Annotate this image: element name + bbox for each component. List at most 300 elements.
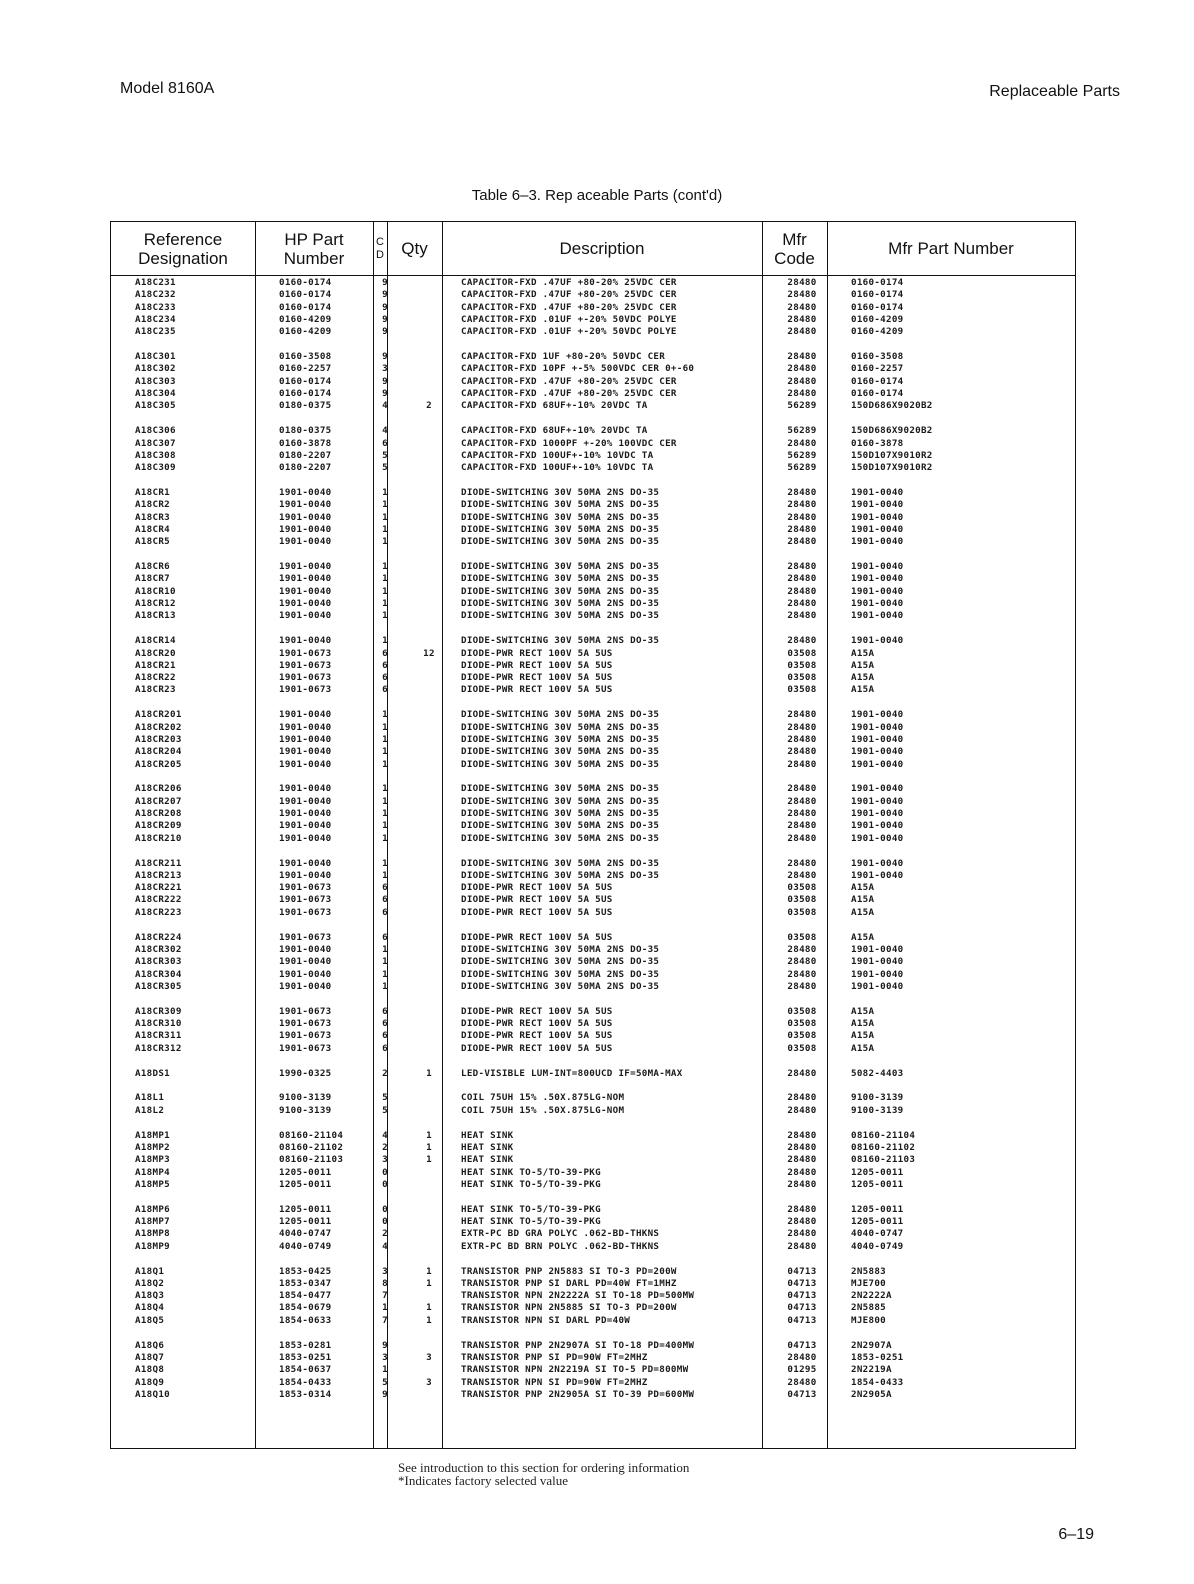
- hp-part-number: 08160-21102: [279, 1141, 344, 1153]
- hp-part-number: 0180-2207: [279, 462, 332, 474]
- cd-digit: 2: [382, 1228, 388, 1240]
- cd-digit: 1: [382, 511, 388, 523]
- mfr-part-number: 08160-21104: [851, 1129, 916, 1141]
- mfr-code: 28480: [787, 326, 817, 338]
- section-header: Replaceable Parts: [989, 83, 1120, 100]
- hp-part-number: 0160-0174: [279, 301, 332, 313]
- table-row: [111, 648, 1075, 660]
- mfr-code: 03508: [787, 1018, 817, 1029]
- table-row: [111, 1142, 1075, 1154]
- hp-part-number: 0160-4209: [279, 326, 332, 338]
- mfr-part-number: 1901-0040: [851, 610, 904, 622]
- cd-digit: 2: [382, 1141, 388, 1153]
- qty: 1: [426, 1277, 432, 1289]
- ref-designation: A18CR20: [135, 647, 176, 659]
- description: TRANSISTOR PNP 2N2907A SI TO-18 PD=400MW: [461, 1339, 695, 1351]
- ref-designation: A18Q5: [135, 1314, 165, 1326]
- mfr-part-number: MJE700: [851, 1277, 886, 1289]
- mfr-part-number: 1901-0040: [851, 943, 904, 955]
- description: HEAT SINK: [461, 1141, 514, 1153]
- ref-designation: A18CR302: [135, 943, 182, 955]
- mfr-code: 28480: [787, 746, 817, 758]
- ref-designation: A18CR312: [135, 1042, 182, 1054]
- description: DIODE-SWITCHING 30V 50MA 2NS DO-35: [461, 523, 660, 535]
- ref-designation: A18CR201: [135, 709, 182, 721]
- mfr-part-number: 4040-0749: [851, 1240, 904, 1252]
- hp-part-number: 1901-0040: [279, 523, 332, 535]
- hp-part-number: 1853-0314: [279, 1388, 332, 1400]
- hp-part-number: 1990-0325: [279, 1067, 332, 1079]
- description: DIODE-PWR RECT 100V 5A 5US: [461, 1030, 613, 1042]
- table-row: [111, 487, 1075, 499]
- table-row: [111, 1228, 1075, 1240]
- hp-part-number: 0160-0174: [279, 388, 332, 399]
- mfr-code: 28480: [787, 1376, 817, 1388]
- description: DIODE-SWITCHING 30V 50MA 2NS DO-35: [461, 487, 660, 498]
- ref-designation: A18CR14: [135, 635, 176, 647]
- cd-header: C D: [376, 235, 384, 261]
- description: EXTR-PC BD BRN POLYC .062-BD-THKNS: [461, 1240, 660, 1252]
- ref-designation: A18Q8: [135, 1364, 165, 1376]
- ref-designation: A18MP7: [135, 1216, 170, 1227]
- description: DIODE-PWR RECT 100V 5A 5US: [461, 906, 613, 918]
- hp-part-number: 1901-0040: [279, 598, 332, 609]
- hp-part-number: 1901-0673: [279, 1042, 332, 1054]
- mfr-code: 28480: [787, 610, 817, 622]
- mfr-code: 28480: [787, 536, 817, 548]
- hp-part-number: 1901-0040: [279, 980, 332, 992]
- description: CAPACITOR-FXD 100UF+-10% 10VDC TA: [461, 462, 654, 474]
- cd-digit: 1: [382, 968, 388, 980]
- ref-designation: A18CR310: [135, 1018, 182, 1029]
- cd-digit: 6: [382, 647, 388, 659]
- ref-designation: A18L2: [135, 1104, 165, 1116]
- cd-digit: 3: [382, 1154, 388, 1166]
- cd-digit: 9: [382, 351, 388, 363]
- description: LED-VISIBLE LUM-INT=800UCD IF=50MA-MAX: [461, 1067, 683, 1079]
- mfr-code: 28480: [787, 363, 817, 375]
- description: DIODE-SWITCHING 30V 50MA 2NS DO-35: [461, 820, 660, 832]
- mfr-code: 28480: [787, 943, 817, 955]
- parts-table: [110, 221, 1076, 1449]
- table-row: [111, 820, 1075, 832]
- cd-digit: 0: [382, 1216, 388, 1227]
- table-row: [111, 573, 1075, 585]
- mfr-code: 28480: [787, 733, 817, 745]
- description: DIODE-SWITCHING 30V 50MA 2NS DO-35: [461, 733, 660, 745]
- cd-digit: 7: [382, 1314, 388, 1326]
- table-row: [111, 833, 1075, 845]
- ref-designation: A18CR1: [135, 487, 170, 498]
- table-row: [111, 376, 1075, 388]
- table-row: [111, 1167, 1075, 1179]
- cd-digit: 9: [382, 375, 388, 387]
- cd-digit: 9: [382, 277, 388, 288]
- table-row: [111, 684, 1075, 696]
- mfr-code: 04713: [787, 1277, 817, 1289]
- ref-designation: A18MP5: [135, 1178, 170, 1190]
- description: DIODE-SWITCHING 30V 50MA 2NS DO-35: [461, 980, 660, 992]
- hp-part-number: 1901-0673: [279, 931, 332, 943]
- mfr-part-number: 4040-0747: [851, 1228, 904, 1240]
- ref-designation: A18C309: [135, 462, 176, 474]
- mfr-code: 03508: [787, 1005, 817, 1017]
- hp-part-number: 0160-4209: [279, 313, 332, 325]
- ref-designation: A18CR5: [135, 536, 170, 548]
- description: DIODE-SWITCHING 30V 50MA 2NS DO-35: [461, 585, 660, 597]
- cd-digit: 1: [382, 758, 388, 770]
- mfr-part-number: 1901-0040: [851, 956, 904, 968]
- description: CAPACITOR-FXD 100UF+-10% 10VDC TA: [461, 449, 654, 461]
- mfr-part-number: 9100-3139: [851, 1104, 904, 1116]
- hp-part-number: 1901-0040: [279, 783, 332, 795]
- hp-part-number: 1901-0673: [279, 659, 332, 671]
- mfr-code: 04713: [787, 1290, 817, 1302]
- mfr-code: 28480: [787, 1240, 817, 1252]
- mfr-code: 56289: [787, 449, 817, 461]
- cd-digit: 1: [382, 746, 388, 758]
- qty: 1: [426, 1141, 432, 1153]
- cd-digit: 1: [382, 536, 388, 548]
- hp-part-number: 1901-0673: [279, 647, 332, 659]
- mfr-part-number: 0160-0174: [851, 289, 904, 301]
- qty: 1: [426, 1302, 432, 1314]
- cd-digit: 4: [382, 400, 388, 412]
- table-row: [111, 660, 1075, 672]
- table-row: [111, 722, 1075, 734]
- hp-part-number: 1901-0040: [279, 733, 332, 745]
- mfr-code: 56289: [787, 425, 817, 437]
- mfr-code: 03508: [787, 672, 817, 684]
- cd-digit: 1: [382, 709, 388, 721]
- hp-part-number: 1901-0040: [279, 869, 332, 881]
- hp-part-number: 1853-0251: [279, 1351, 332, 1363]
- cd-digit: 6: [382, 672, 388, 684]
- mfr-part-number: A15A: [851, 931, 875, 943]
- mfr-code: 28480: [787, 1166, 817, 1178]
- mfr-code: 28480: [787, 375, 817, 387]
- mfr-part-number: 1901-0040: [851, 857, 904, 869]
- description: DIODE-PWR RECT 100V 5A 5US: [461, 647, 613, 659]
- cd-digit: 5: [382, 1092, 388, 1104]
- mfr-code: 28480: [787, 598, 817, 609]
- mfr-code: 28480: [787, 585, 817, 597]
- description: CAPACITOR-FXD .01UF +-20% 50VDC POLYE: [461, 313, 677, 325]
- description: DIODE-PWR RECT 100V 5A 5US: [461, 882, 613, 894]
- hp-part-number: 08160-21104: [279, 1129, 344, 1141]
- description: DIODE-SWITCHING 30V 50MA 2NS DO-35: [461, 857, 660, 869]
- description: DIODE-SWITCHING 30V 50MA 2NS DO-35: [461, 536, 660, 548]
- mfr-part-number: 0160-0174: [851, 277, 904, 288]
- ref-designation: A18CR208: [135, 808, 182, 819]
- ref-designation: A18C308: [135, 449, 176, 461]
- table-row: [111, 1154, 1075, 1166]
- ref-designation: A18CR210: [135, 832, 182, 844]
- ref-designation: A18CR203: [135, 733, 182, 745]
- mfr-code: 04713: [787, 1265, 817, 1277]
- mfr-part-number: 1901-0040: [851, 758, 904, 770]
- mfr-part-number: 1901-0040: [851, 511, 904, 523]
- table-row: [111, 759, 1075, 771]
- qty: 3: [426, 1376, 432, 1388]
- description: DIODE-SWITCHING 30V 50MA 2NS DO-35: [461, 746, 660, 758]
- cd-digit: 1: [382, 943, 388, 955]
- mfr-part-number: 150D686X9020B2: [851, 400, 933, 412]
- mfr-code: 28480: [787, 437, 817, 449]
- description: DIODE-SWITCHING 30V 50MA 2NS DO-35: [461, 610, 660, 622]
- cd-digit: 6: [382, 684, 388, 696]
- table-row: [111, 289, 1075, 301]
- cd-digit: 3: [382, 1265, 388, 1277]
- table-row: [111, 1290, 1075, 1302]
- table-row: [111, 796, 1075, 808]
- description: CAPACITOR-FXD 10PF +-5% 500VDC CER 0+-60: [461, 363, 695, 375]
- description: DIODE-PWR RECT 100V 5A 5US: [461, 672, 613, 684]
- mfr-code-header: Mfr Code: [774, 229, 815, 268]
- cd-digit: 5: [382, 449, 388, 461]
- mfr-code: 28480: [787, 709, 817, 721]
- mfr-part-number: 0160-0174: [851, 301, 904, 313]
- cd-digit: 4: [382, 1240, 388, 1252]
- description: DIODE-SWITCHING 30V 50MA 2NS DO-35: [461, 499, 660, 511]
- mfr-part-number: 1205-0011: [851, 1178, 904, 1190]
- hp-part-number: 1901-0040: [279, 746, 332, 758]
- mfr-code: 28480: [787, 980, 817, 992]
- description: HEAT SINK TO-5/TO-39-PKG: [461, 1178, 601, 1190]
- mfr-code: 28480: [787, 832, 817, 844]
- ref-designation: A18CR7: [135, 573, 170, 585]
- cd-digit: 9: [382, 289, 388, 301]
- mfr-part-number: 1901-0040: [851, 573, 904, 585]
- mfr-part-number: 2N2907A: [851, 1339, 892, 1351]
- description: CAPACITOR-FXD .47UF +80-20% 25VDC CER: [461, 277, 677, 288]
- hp-part-number: 1901-0040: [279, 956, 332, 968]
- ref-designation: A18Q9: [135, 1376, 165, 1388]
- description: DIODE-SWITCHING 30V 50MA 2NS DO-35: [461, 758, 660, 770]
- description: COIL 75UH 15% .50X.875LG-NOM: [461, 1104, 625, 1116]
- mfr-part-number: 1901-0040: [851, 733, 904, 745]
- mfr-code: 28480: [787, 869, 817, 881]
- page-number: 6–19: [1058, 1526, 1094, 1543]
- hp-part-number: 1205-0011: [279, 1203, 332, 1215]
- cd-digit: 1: [382, 956, 388, 968]
- table-row: [111, 981, 1075, 993]
- hp-part-number: 1901-0040: [279, 536, 332, 548]
- qty: 2: [426, 400, 432, 412]
- table-row: [111, 512, 1075, 524]
- table-row: [111, 499, 1075, 511]
- table-row: [111, 870, 1075, 882]
- cd-digit: 6: [382, 1005, 388, 1017]
- hp-part-number: 9100-3139: [279, 1092, 332, 1104]
- footnote-ordering: See introduction to this section for ordering information: [398, 1460, 690, 1475]
- table-row: [111, 907, 1075, 919]
- description: DIODE-PWR RECT 100V 5A 5US: [461, 1018, 613, 1029]
- cd-digit: 1: [382, 610, 388, 622]
- mfr-part-number: 0160-0174: [851, 388, 904, 399]
- ref-designation: A18CR311: [135, 1030, 182, 1042]
- mfr-code: 28480: [787, 351, 817, 363]
- hp-part-number: 1901-0040: [279, 499, 332, 511]
- cd-digit: 1: [382, 1364, 388, 1376]
- table-row: [111, 858, 1075, 870]
- cd-digit: 2: [382, 1067, 388, 1079]
- ref-designation: A18MP6: [135, 1203, 170, 1215]
- description: DIODE-SWITCHING 30V 50MA 2NS DO-35: [461, 795, 660, 807]
- cd-digit: 1: [382, 598, 388, 609]
- table-row: [111, 944, 1075, 956]
- cd-digit: 7: [382, 1290, 388, 1302]
- table-row: [111, 1278, 1075, 1290]
- qty: 1: [426, 1067, 432, 1079]
- mfr-code: 28480: [787, 1228, 817, 1240]
- mfr-code: 28480: [787, 1067, 817, 1079]
- mfr-part-number: 1853-0251: [851, 1351, 904, 1363]
- mfr-part-number: A15A: [851, 659, 875, 671]
- hp-part-number: 1901-0040: [279, 635, 332, 647]
- cd-digit: 3: [382, 363, 388, 375]
- ref-designation: A18C231: [135, 277, 176, 288]
- table-row: [111, 610, 1075, 622]
- hp-part-number: 1853-0347: [279, 1277, 332, 1289]
- description: CAPACITOR-FXD 68UF+-10% 20VDC TA: [461, 425, 648, 437]
- table-row: [111, 635, 1075, 647]
- table-row: [111, 302, 1075, 314]
- ref-designation: A18CR12: [135, 598, 176, 609]
- description: CAPACITOR-FXD .47UF +80-20% 25VDC CER: [461, 375, 677, 387]
- table-row: [111, 524, 1075, 536]
- mfr-code: 28480: [787, 1216, 817, 1227]
- description: DIODE-SWITCHING 30V 50MA 2NS DO-35: [461, 635, 660, 647]
- hp-part-number: 0160-0174: [279, 375, 332, 387]
- table-row: [111, 734, 1075, 746]
- hp-part-number: 1901-0040: [279, 511, 332, 523]
- table-row: [111, 1377, 1075, 1389]
- cd-digit: 6: [382, 906, 388, 918]
- table-row: [111, 1241, 1075, 1253]
- cd-digit: 1: [382, 573, 388, 585]
- mfr-part-number: 1901-0040: [851, 561, 904, 573]
- mfr-part-number: 5082-4403: [851, 1067, 904, 1079]
- table-row: [111, 1302, 1075, 1314]
- cd-digit: 1: [382, 1302, 388, 1314]
- mfr-code: 28480: [787, 721, 817, 733]
- hp-part-number: 1901-0040: [279, 832, 332, 844]
- cd-digit: 5: [382, 1104, 388, 1116]
- cd-digit: 1: [382, 499, 388, 511]
- ref-designation: A18MP1: [135, 1129, 170, 1141]
- cd-digit: 1: [382, 808, 388, 819]
- hp-part-number: 0180-2207: [279, 449, 332, 461]
- mfr-part-number: 1901-0040: [851, 832, 904, 844]
- table-row: [111, 1018, 1075, 1030]
- mfr-part-number: 1854-0433: [851, 1376, 904, 1388]
- description: HEAT SINK: [461, 1129, 514, 1141]
- table-row: [111, 561, 1075, 573]
- mfr-code: 56289: [787, 462, 817, 474]
- table-row: [111, 1105, 1075, 1117]
- hp-part-number: 1853-0281: [279, 1339, 332, 1351]
- description: DIODE-PWR RECT 100V 5A 5US: [461, 1005, 613, 1017]
- hp-part-number: 0160-3878: [279, 437, 332, 449]
- cd-digit: 3: [382, 1351, 388, 1363]
- hp-part-number: 0160-0174: [279, 277, 332, 288]
- cd-digit: 1: [382, 635, 388, 647]
- description: DIODE-SWITCHING 30V 50MA 2NS DO-35: [461, 561, 660, 573]
- table-row: [111, 1179, 1075, 1191]
- hp-part-number: 1901-0040: [279, 857, 332, 869]
- table-row: [111, 363, 1075, 375]
- mfr-part-number: A15A: [851, 647, 875, 659]
- table-row: [111, 1006, 1075, 1018]
- mfr-part-number: 0160-3878: [851, 437, 904, 449]
- ref-designation: A18CR224: [135, 931, 182, 943]
- table-row: [111, 1364, 1075, 1376]
- table-title: Table 6–3. Rep aceable Parts (cont'd): [471, 187, 723, 204]
- mfr-code: 03508: [787, 1042, 817, 1054]
- hp-part-number: 1901-0040: [279, 758, 332, 770]
- table-row: [111, 932, 1075, 944]
- cd-digit: 1: [382, 832, 388, 844]
- table-row: [111, 1216, 1075, 1228]
- mfr-part-number: 1901-0040: [851, 869, 904, 881]
- hp-part-number: 1901-0040: [279, 573, 332, 585]
- ref-designation: A18Q4: [135, 1302, 165, 1314]
- ref-designation: A18Q1: [135, 1265, 165, 1277]
- ref-designation: A18C306: [135, 425, 176, 437]
- table-row: [111, 1352, 1075, 1364]
- table-row: [111, 709, 1075, 721]
- ref-designation: A18Q2: [135, 1277, 165, 1289]
- hp-part-number: 1901-0673: [279, 684, 332, 696]
- mfr-code: 01295: [787, 1364, 817, 1376]
- description: COIL 75UH 15% .50X.875LG-NOM: [461, 1092, 625, 1104]
- cd-digit: 1: [382, 980, 388, 992]
- table-row: [111, 783, 1075, 795]
- qty: 3: [426, 1351, 432, 1363]
- description: CAPACITOR-FXD 1UF +80-20% 50VDC CER: [461, 351, 666, 363]
- cd-digit: 5: [382, 462, 388, 474]
- cd-digit: 6: [382, 894, 388, 906]
- hp-part-number: 1901-0673: [279, 1018, 332, 1029]
- description: TRANSISTOR NPN SI PD=90W FT=2MHZ: [461, 1376, 648, 1388]
- hp-part-number: 1901-0673: [279, 672, 332, 684]
- ref-designation: A18CR213: [135, 869, 182, 881]
- table-row: [111, 672, 1075, 684]
- hp-part-number: 1205-0011: [279, 1178, 332, 1190]
- mfr-part-number: 150D686X9020B2: [851, 425, 933, 437]
- cd-digit: 4: [382, 425, 388, 437]
- ref-designation: A18CR304: [135, 968, 182, 980]
- description: TRANSISTOR PNP SI PD=90W FT=2MHZ: [461, 1351, 648, 1363]
- mfr-part-number: MJE800: [851, 1314, 886, 1326]
- cd-digit: 6: [382, 659, 388, 671]
- mfr-part-number: 0160-3508: [851, 351, 904, 363]
- table-row: [111, 808, 1075, 820]
- mfr-code: 28480: [787, 1351, 817, 1363]
- mfr-part-number: 0160-2257: [851, 363, 904, 375]
- hp-part-number: 0180-0375: [279, 425, 332, 437]
- description: DIODE-SWITCHING 30V 50MA 2NS DO-35: [461, 956, 660, 968]
- ref-designation: A18MP2: [135, 1141, 170, 1153]
- ref-designation: A18C234: [135, 313, 176, 325]
- description: TRANSISTOR NPN SI DARL PD=40W: [461, 1314, 631, 1326]
- cd-digit: 4: [382, 1129, 388, 1141]
- mfr-part-number: A15A: [851, 672, 875, 684]
- description: DIODE-SWITCHING 30V 50MA 2NS DO-35: [461, 573, 660, 585]
- cd-digit: 1: [382, 869, 388, 881]
- mfr-part-number: A15A: [851, 894, 875, 906]
